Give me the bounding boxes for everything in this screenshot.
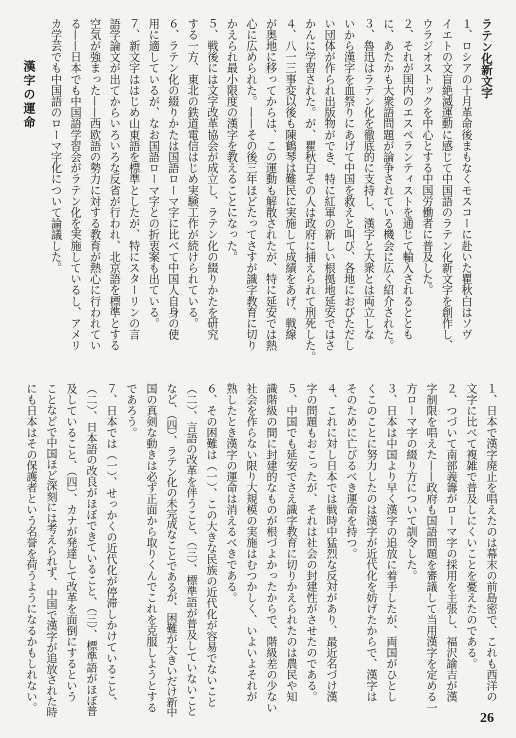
text-line: 空気が強まった——西欧語の勢力に対する教育が熱心に行われてい	[88, 18, 102, 351]
text-line: ことなどで中国ほど深刻には考えられず、中国で漢字が追放された時	[45, 383, 58, 717]
text-line: 方ローマ字の綴り方について訓令した。	[405, 383, 418, 581]
text-line: ２、つづいて南部義籌がローマ字の採用を主張し、福沢諭吉が漢	[445, 383, 458, 702]
text-line: １、日本で漢字廃止を唱えたのは幕末の前島密で、これも西洋の	[485, 383, 498, 702]
paragraph	[221, 383, 301, 717]
text-line: 語学論文が出てからいろいろな反省が行われ、北京語を標準とする	[108, 18, 122, 351]
text-line: 社会を作らない限り大規模の実施はむつかしく、いよいよそれが	[245, 383, 258, 702]
text-line: い団体が作られ出版物ができ、特に紅軍の新しい根拠地延安ではさ	[323, 18, 337, 351]
paragraph	[461, 383, 501, 717]
text-line: ２、それが国内のエスペランティストを通じて輸入されるととも	[401, 18, 415, 340]
section-heading: ラテン化新文字	[480, 18, 494, 99]
text-line: る——日本でも中国語学習会がラテン化を実施しているし、アメリ	[69, 18, 83, 351]
text-line: 熟したとき漢字の運命は消えるべきである。	[225, 383, 238, 603]
paragraph	[341, 383, 401, 717]
text-line: ６、ラテン化の綴りかたは国語ローマ字に比べて中国人自身の使	[166, 18, 180, 340]
paragraph	[378, 18, 417, 362]
text-line: ４、八一三事変以後も陳鶴琴は難民に実施して成績をあげ、戦線	[284, 18, 298, 340]
text-line: ７、新文字ははじめ山東語を標準としたが、特にスターリンの言	[127, 18, 141, 340]
text-line: （二）、日本語の改良がほぼできていること、（三）、標準語がほぼ普	[85, 383, 98, 717]
text-line: カ学芸でも中国語のローマ字化について論議した。	[49, 18, 63, 274]
text-line: など、（四）、ラテン化の未完成なことであるが、困難が大きいだけ新中	[165, 383, 178, 717]
paragraph	[301, 383, 341, 717]
paragraph	[144, 18, 183, 362]
text-line: 字制限を唱えた——政府も国語問題を審議して当用漢字を定める一	[425, 383, 438, 713]
paragraph	[121, 383, 221, 717]
text-line: 及していること、（四）、カナが発達して改革を面倒にするという	[65, 383, 78, 702]
paragraph	[21, 383, 121, 717]
section-heading: 漢字の運命	[22, 60, 36, 130]
paragraph	[417, 18, 476, 362]
text-line: ５、戦後には文字改革協会が成立し、ラテン化の綴りかたを研究	[205, 18, 219, 340]
text-line: する一方、東北の鉄道電信はじめ実験工作が続けられている。	[186, 18, 200, 329]
text-line: にも日本はその保護者という名誉を荷うようになるかもしれない。	[25, 383, 38, 713]
text-line: ３、魯迅はラテン化を徹底的に支持し、漢字と大衆とは両立しな	[362, 18, 376, 340]
text-line: （二）、言語の改革を伴うこと、（三）、標準語が普及していないこと	[185, 383, 198, 717]
text-line: 用に適しているが、なお国語ローマ字との折衷案も出ている。	[147, 18, 161, 329]
text-line: 字の問題もおこったが、それは社会の封建性がさせたのである。	[305, 383, 318, 702]
paragraph	[183, 18, 222, 362]
text-line: そのために亡びるべき運命を持つ。	[345, 383, 358, 559]
page-number: 26	[480, 711, 494, 726]
paragraph	[46, 18, 144, 362]
text-line: いから漢字を血祭りにあげて中国を救えと叫び、各地におびただし	[342, 18, 356, 351]
text-line: イエトの文盲絶滅運動に感じて中国語のラテン化新文字を創作し、	[440, 18, 454, 351]
text-line: に、あたかも大衆語問題が論争されている機会に広く紹介された。	[381, 18, 395, 351]
text-line: 識階級の間に封建的なものが根づよかったからで、階級差の少ない	[265, 383, 278, 713]
text-line: が奥地に移ってからは、この運動も解散されたが、特に延安では熱	[264, 18, 278, 351]
upper-tier	[46, 18, 476, 362]
paragraph	[300, 18, 378, 362]
text-line: ４、これに対し日本では戦時中猛烈な反対があり、最近名づけ漢	[325, 383, 338, 702]
text-line: ７、日本では（一）、せっかくの近代化が停滞しかけていること、	[105, 383, 118, 708]
text-line: 心に広められた。——その後三年ほどたってさすが識字教育に切り	[244, 18, 258, 351]
text-line: かえられ最小限度の漢字を教えることになった。	[225, 18, 239, 263]
text-line: 文字に比べて複雑で普及しにくいことを憂えたのである。	[465, 383, 478, 669]
lower-tier	[21, 383, 501, 717]
text-line: くこのことに努力したのは漢字が近代化を妨げたからで、漢字は	[365, 383, 378, 702]
text-line: 国の真剣な動きは必ず正面から取りくんでこれを克服しようとする	[145, 383, 158, 713]
text-line: １、ロシアの十月革命後まもなくモスコーに赴いた瞿秋白はソヴ	[460, 18, 473, 340]
paragraph	[401, 383, 461, 717]
text-line: ３、日本は中国より早く漢字の追放に着手したが、両国がひとし	[385, 383, 398, 702]
text-line: かんに学習された。が、瞿秋白その人は政府に捕えられて刑死した。	[303, 18, 317, 362]
text-line: ６、その困難は（一）、この大きな民族の近代化が容易でないこと	[205, 383, 218, 708]
text-line: であろう。	[125, 383, 138, 438]
paragraph	[222, 18, 300, 362]
text-line: ５、中国でも延安でさえ識字教育に切りかえられたのは農民や知	[285, 383, 298, 702]
text-line: ウラジオストックを中心とする中国労働者に普及した。	[420, 18, 434, 296]
